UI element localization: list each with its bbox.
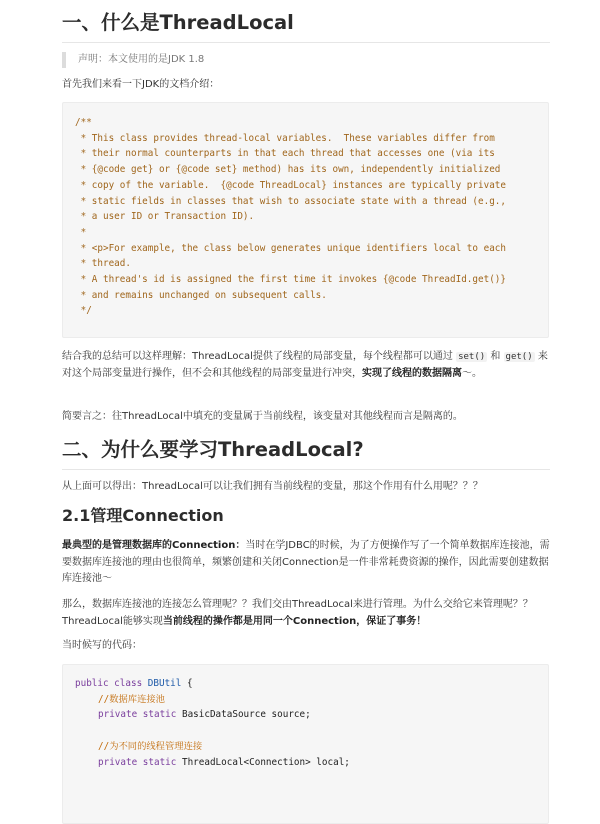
javadoc-line: * A thread's id is assigned the first time it invokes {@code ThreadId.get()} — [75, 274, 506, 285]
pool-management-paragraph — [62, 597, 550, 630]
javadoc-line: * and remains unchanged on subsequent calls. — [75, 289, 327, 301]
summary-text: 结合我的总结可以这样理解：ThreadLocal提供了线程的局部变量，每个线程都可以通过 — [62, 351, 453, 362]
code-comment-pool: //数据库连接池 — [98, 693, 165, 705]
javadoc-code-block — [62, 102, 549, 338]
connection-paragraph — [62, 538, 550, 588]
javadoc-line: /** — [75, 117, 92, 128]
code-class-name: DBUtil — [147, 678, 182, 689]
connection-bold-lead: 最典型的是管理数据库的Connection： — [62, 540, 246, 551]
code-keyword: private static — [98, 709, 177, 721]
jdk-version-note: 声明：本文使用的是JDK 1.8 — [62, 52, 558, 68]
subheading-manage-connection: 2.1管理Connection — [62, 506, 224, 525]
javadoc-line: * {@code get} or {@code set} method) has its own, independently initialized — [75, 164, 501, 176]
code-field: BasicDataSource source; — [176, 709, 311, 721]
summary-tail: ～。 — [462, 367, 482, 379]
javadoc-line: * — [75, 226, 87, 238]
javadoc-line: * copy of the variable. {@code ThreadLocal} instances are typically private — [75, 179, 506, 191]
javadoc-line: * This class provides thread-local variables. These variables differ from — [75, 132, 495, 144]
summary-bold: 实现了线程的数据隔离 — [362, 367, 462, 379]
brief-paragraph: 简要言之：往ThreadLocal中填充的变量属于当前线程，该变量对其他线程而言是隔离的。 — [62, 411, 463, 422]
connection-text: 当时在学JDBC的时候，为了方便操作写了一个简单数据库连接池，需要数据库连接池的理由也很简单，频繁创建和关闭Connection是一件非常耗费资源的操作，因此需要创建数据库连接池～ — [62, 540, 550, 584]
code-field: ThreadLocal<Connection> local; — [176, 756, 350, 768]
pool-text: 那么，数据库连接池的连接怎么管理呢？？我们交由ThreadLocal来进行管理。为什么交给它来管理呢？？ThreadLocal能够实现 — [62, 599, 533, 627]
code-keyword: public class — [75, 678, 143, 689]
inline-code-get: get() — [505, 352, 533, 362]
section-heading-why-learn: 二、为什么要学习ThreadLocal? — [62, 437, 550, 470]
code-brace: { — [181, 678, 193, 689]
javadoc-line: * their normal counterparts in that each thread that accesses one (via its — [75, 148, 495, 160]
summary-and: 和 — [490, 351, 501, 362]
code-keyword: private static — [98, 756, 177, 768]
javadoc-intro-text: 首先我们来看一下JDK的文档介绍： — [62, 79, 220, 90]
section-heading-what-is-threadlocal: 一、什么是ThreadLocal — [62, 10, 550, 43]
pool-bold: 当前线程的操作都是用同一个Connection，保证了事务！ — [162, 615, 427, 627]
code-line-local-field — [98, 755, 350, 771]
javadoc-line: * static fields in classes that wish to associate state with a thread (e.g., — [75, 195, 506, 207]
javadoc-line: * thread. — [75, 258, 131, 270]
summary-text-cont: 来对这个局部变量进行操作，但不会和其他线程的局部变量进行冲突， — [62, 351, 548, 379]
why-intro-paragraph: 从上面可以得出：ThreadLocal可以让我们拥有当前线程的变量，那这个作用有什么用呢？？？ — [62, 481, 483, 492]
code-line-class-decl — [75, 676, 193, 692]
code-line-source-field — [98, 707, 311, 723]
javadoc-line: * <p>For example, the class below generates unique identifiers local to each — [75, 242, 506, 254]
code-intro-text: 当时候写的代码： — [62, 640, 142, 651]
dbutil-code-block — [62, 664, 549, 824]
summary-paragraph — [62, 349, 550, 382]
javadoc-line: */ — [75, 305, 92, 317]
code-comment-threads: //为不同的线程管理连接 — [98, 740, 203, 752]
javadoc-line: * a user ID or Transaction ID). — [75, 211, 255, 223]
inline-code-set: set() — [458, 352, 486, 362]
